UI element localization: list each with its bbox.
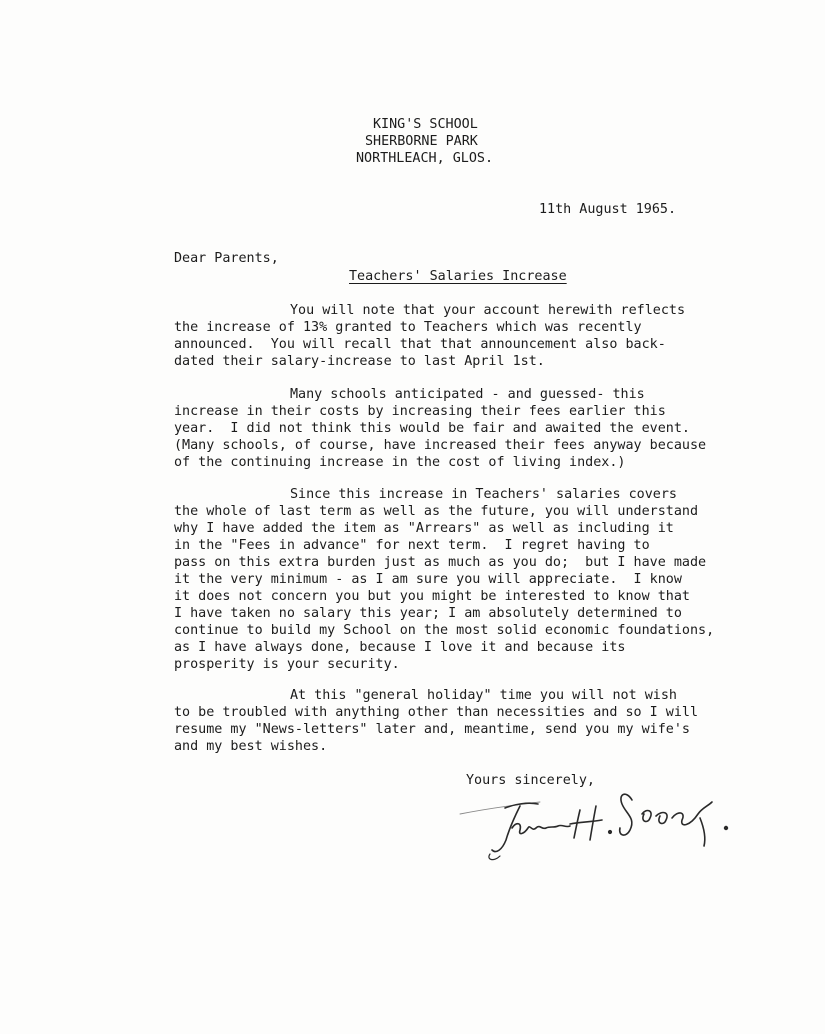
- paragraph-line: You will note that your account herewith reflects: [290, 303, 686, 318]
- paragraph-line: I have taken no salary this year; I am absolutely determined to: [174, 606, 682, 621]
- letter-date: 11th August 1965.: [539, 202, 677, 217]
- closing: Yours sincerely,: [466, 773, 595, 788]
- paragraph-line: Many schools anticipated - and guessed- this: [290, 387, 645, 402]
- paragraph-line: dated their salary-increase to last April 1st.: [174, 354, 545, 369]
- paragraph-line: the increase of 13% granted to Teachers which was recently: [174, 320, 642, 335]
- paragraph-1: [174, 302, 774, 370]
- paragraph-line: and my best wishes.: [174, 739, 328, 754]
- paragraph-line: prosperity is your security.: [174, 657, 400, 672]
- paragraph-line: (Many schools, of course, have increased their fees anyway because: [174, 438, 707, 453]
- paragraph-line: year. I did not think this would be fair and awaited the event.: [174, 421, 690, 436]
- paragraph-4: [174, 687, 774, 755]
- paragraph-line: pass on this extra burden just as much as you do; but I have made: [174, 555, 707, 570]
- letterhead-town: NORTHLEACH, GLOS.: [356, 151, 494, 166]
- paragraph-line: resume my "News-letters" later and, meantime, send you my wife's: [174, 722, 690, 737]
- paragraph-line: the whole of last term as well as the future, you will understand: [174, 504, 699, 519]
- paragraph-line: it the very minimum - as I am sure you will appreciate. I know: [174, 572, 682, 587]
- paragraph-line: of the continuing increase in the cost of living index.): [174, 455, 626, 470]
- paragraph-line: At this "general holiday" time you will not wish: [290, 688, 677, 703]
- paragraph-line: increase in their costs by increasing their fees earlier this: [174, 404, 666, 419]
- letterhead-school-name: KING'S SCHOOL: [373, 117, 478, 132]
- paragraph-line: to be troubled with anything other than necessities and so I will: [174, 705, 699, 720]
- paragraph-line: continue to build my School on the most solid economic foundations,: [174, 623, 715, 638]
- letterhead-street: SHERBORNE PARK: [365, 134, 478, 149]
- paragraph-line: announced. You will recall that that announcement also back-: [174, 337, 666, 352]
- paragraph-line: as I have always done, because I love it and because its: [174, 640, 626, 655]
- paragraph-2: [174, 386, 774, 471]
- paragraph-line: Since this increase in Teachers' salaries covers: [290, 487, 677, 502]
- paragraph-3: [174, 486, 774, 673]
- paragraph-line: why I have added the item as "Arrears" as well as including it: [174, 521, 674, 536]
- salutation: Dear Parents,: [174, 251, 279, 266]
- paragraph-line: in the "Fees in advance" for next term. I regret having to: [174, 538, 650, 553]
- letter-subject: Teachers' Salaries Increase: [349, 269, 567, 284]
- signature-icon: [450, 784, 740, 864]
- paragraph-line: it does not concern you but you might be interested to know that: [174, 589, 690, 604]
